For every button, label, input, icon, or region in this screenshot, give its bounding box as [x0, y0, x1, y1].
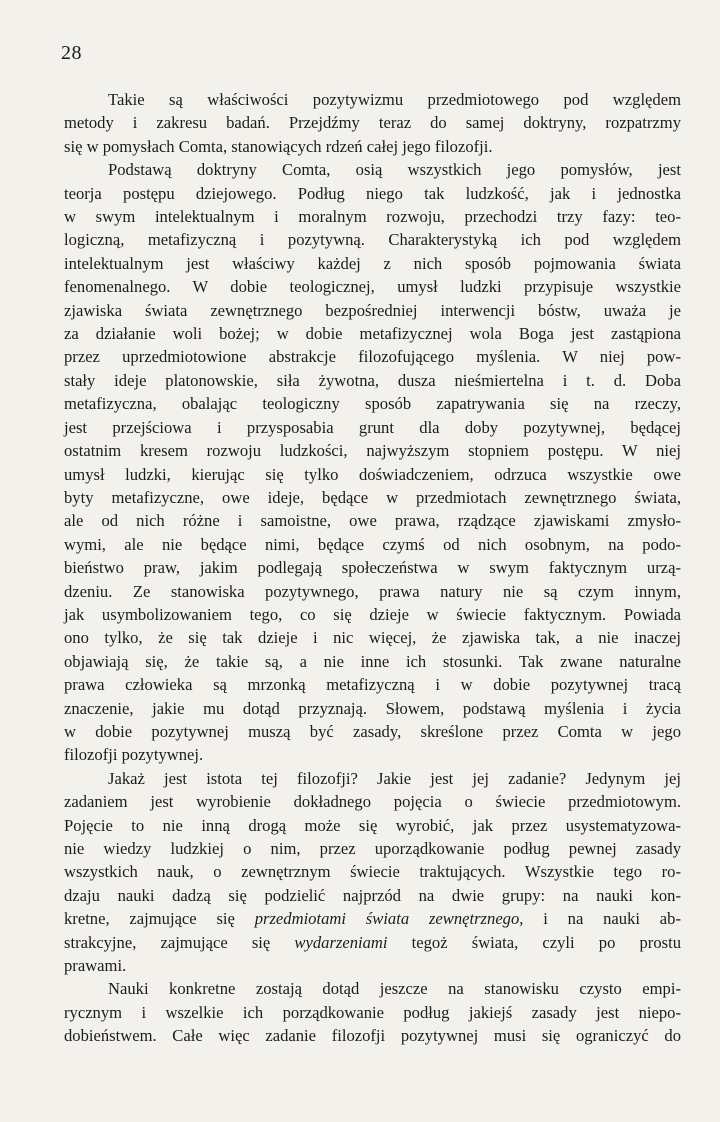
text-line: jest przejściowa i przysposabia grunt dla doby pozytywnej, będącej [64, 417, 681, 437]
text-line: ono tylko, że się tak dzieje i nic więcej, że zjawiska tak, a nie inaczej [64, 628, 681, 648]
text-line: wymi, ale nie będące nimi, będące czymś od nich osobnym, na podo- [64, 534, 681, 554]
text-line: w swym intelektualnym i moralnym rozwoju, przechodzi trzy fazy: teo- [64, 207, 681, 227]
paragraph-2 [64, 158, 681, 767]
text-line: byty metafizyczne, owe ideje, będące w przedmiotach zewnętrznego świata, [64, 487, 681, 507]
text-line: nie wiedzy ludzkiej o nim, przez uporządkowanie podług pewnej zasady [64, 839, 681, 858]
text-line: dobieństwem. Całe więc zadanie filozofji pozytywnej musi się ograniczyć do [64, 1026, 681, 1046]
text-line: ale od nich różne i samoistne, owe prawa, rządzące zjawiskami zmysło- [64, 511, 681, 531]
text-line: kretne, zajmujące się przedmiotami świata zewnętrznego, i na nauki ab- [64, 909, 681, 929]
text-line: w dobie pozytywnej muszą być zasady, skreślone przez Comta w jego [64, 721, 681, 741]
text-line: metafizyczna, obalając teologiczny sposób zapatrywania się na rzeczy, [64, 394, 681, 414]
text-line: Nauki konkretne zostają dotąd jeszcze na stanowisku czysto empi- [108, 979, 681, 999]
text-line: umysł ludzki, kierując się tylko doświadczeniem, odrzuca wszystkie owe [64, 464, 681, 484]
text-line: prawami. [64, 956, 127, 976]
text-line: stały ideje platonowskie, siła żywotna, dusza nieśmiertelna i t. d. Doba [64, 370, 681, 390]
text-line: prawa człowieka są mrzonką metafizyczną i w dobie pozytywnej tracą [64, 675, 681, 695]
text-line: dzaju nauki dadzą się podzielić najprzód na dwie grupy: na nauki kon- [64, 885, 681, 905]
text-line: znaczenie, jakie mu dotąd przyznają. Słowem, podstawą myślenia i życia [64, 698, 681, 718]
body-text [64, 88, 681, 1048]
text-line: Podstawą doktryny Comta, osią wszystkich jego pomysłów, jest [108, 160, 681, 180]
text-line: objawiają się, że takie są, a nie inne ich stosunki. Tak zwane naturalne [64, 651, 681, 671]
text-line: za działanie woli bożej; w dobie metafizycznej wola Boga jest zastąpiona [64, 324, 681, 344]
text-line: fenomenalnego. W dobie teologicznej, umysł ludzki przypisuje wszystkie [64, 277, 681, 297]
paragraph-4 [64, 977, 681, 1047]
italic-emphasis: przedmiotami świata zewnętrznego, [254, 909, 524, 929]
text-line: metody i zakresu badań. Przejdźmy teraz do samej doktryny, rozpatrzmy [64, 113, 681, 133]
text-line: bieństwo praw, jakim podlegają społeczeństwa w swym faktycznym urzą- [64, 558, 681, 578]
text-line: intelektualnym jest właściwy każdej z nich sposób pojmowania świata [64, 253, 681, 273]
text-line: Pojęcie to nie inną drogą może się wyrobić, jak przez usystematyzowa- [64, 815, 681, 835]
text-line: się w pomysłach Comta, stanowiących rdzeń całej jego filozofji. [64, 136, 493, 156]
text-line: teorja postępu dziejowego. Podług niego tak ludzkość, jak i jednostka [64, 183, 681, 203]
text-line: wszystkich nauk, o zewnętrznym świecie traktujących. Wszystkie tego ro- [64, 862, 681, 882]
text-line: filozofji pozytywnej. [64, 745, 204, 765]
italic-emphasis: wydarzeniami [294, 932, 388, 952]
text-line: logiczną, metafizyczną i pozytywną. Charakterystyką ich pod względem [64, 230, 681, 250]
text-line: jak usymbolizowaniem tego, co się dzieje w świecie faktycznym. Powiada [64, 604, 681, 624]
paragraph-3 [64, 767, 681, 978]
text-line: przez uprzedmiotowione abstrakcje filozofującego myślenia. W niej pow- [64, 347, 681, 367]
text-line: ostatnim kresem rozwoju ludzkości, najwyższym stopniem postępu. W niej [64, 441, 681, 461]
paragraph-1 [64, 88, 681, 158]
text-line: zjawiska świata zewnętrznego bezpośredniej interwencji bóstw, uważa je [64, 300, 681, 320]
text-line: strakcyjne, zajmujące się wydarzeniami tegoż świata, czyli po prostu [64, 932, 681, 952]
text-line: zadaniem jest wyrobienie dokładnego pojęcia o świecie przedmiotowym. [64, 792, 681, 812]
text-line: rycznym i wszelkie ich porządkowanie podług jakiejś zasady jest niepo- [64, 1002, 681, 1022]
text-line: dzeniu. Ze stanowiska pozytywnego, prawa natury nie są czym innym, [64, 581, 681, 601]
text-line: Takie są właściwości pozytywizmu przedmiotowego pod względem [108, 90, 681, 109]
text-line: Jakaż jest istota tej filozofji? Jakie jest jej zadanie? Jedynym jej [108, 768, 681, 788]
page-number: 28 [61, 42, 82, 64]
